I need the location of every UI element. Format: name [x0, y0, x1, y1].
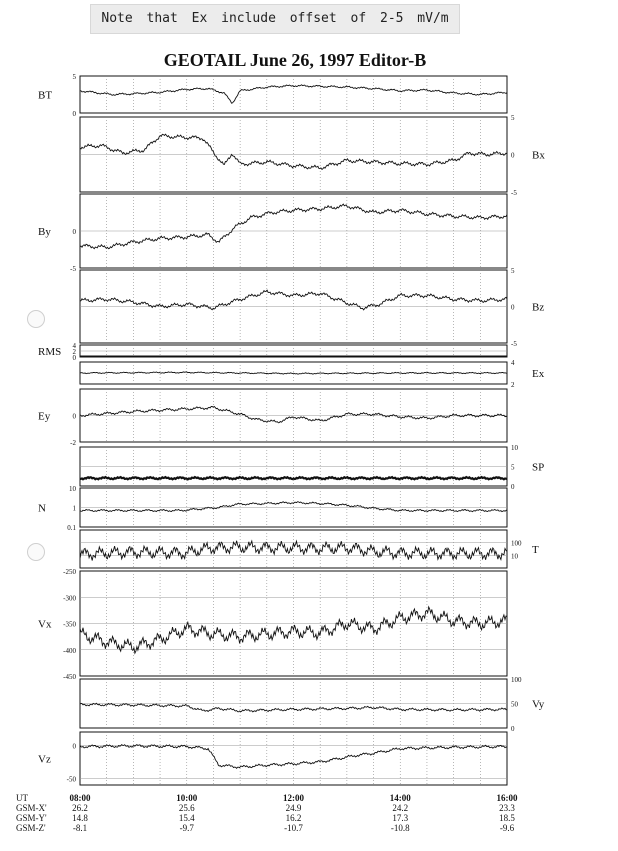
panel-label-bx: Bx	[532, 149, 545, 162]
orbit-row-label: UT	[16, 793, 28, 803]
x-tick-label: 10:00	[176, 793, 198, 803]
panel-label-by: By	[38, 226, 51, 238]
panel-label-rms: RMS	[38, 346, 62, 358]
series-ey	[80, 407, 507, 423]
panel-label-bz: Bz	[532, 301, 545, 314]
orbit-value: -10.8	[390, 823, 410, 833]
orbit-value: 23.3	[499, 803, 515, 813]
tick-label: 10	[69, 485, 76, 493]
panel-label-vz: Vz	[38, 753, 51, 766]
tick-label: 50	[511, 700, 518, 709]
tick-label: 4	[72, 342, 76, 350]
tick-label: -300	[63, 594, 76, 603]
tick-label: -2	[70, 439, 76, 447]
tick-label: -5	[511, 189, 517, 197]
offset-note: Note that Ex include offset of 2-5 mV/m	[90, 4, 460, 34]
tick-label: 2	[72, 348, 76, 356]
tick-label: 100	[511, 676, 522, 684]
tick-label: -250	[63, 568, 76, 576]
orbit-value: 14.8	[72, 813, 88, 823]
tick-label: 5	[72, 73, 76, 81]
tick-label: 1	[72, 504, 76, 513]
tick-label: 10	[511, 444, 518, 452]
orbit-row-label: GSM-Y'	[16, 813, 47, 823]
tick-label: 5	[511, 114, 515, 122]
x-tick-label: 12:00	[283, 793, 304, 803]
orbit-value: -8.1	[72, 823, 88, 833]
series-vy	[80, 703, 507, 712]
orbit-row-label: GSM-X'	[16, 803, 47, 813]
panel-label-sp: SP	[532, 461, 545, 474]
orbit-value: 24.2	[392, 803, 409, 813]
series-sp	[80, 477, 507, 479]
tick-label: -450	[63, 673, 76, 681]
tick-label: 5	[511, 267, 515, 275]
panel-label-n: N	[38, 502, 46, 515]
orbit-value: -10.7	[284, 823, 303, 833]
tick-label: -5	[70, 265, 76, 273]
x-tick-label: 16:00	[496, 793, 518, 803]
panel-label-vx: Vx	[38, 618, 52, 631]
tick-label: 0	[511, 725, 515, 733]
chart-title: GEOTAIL June 26, 1997 Editor-B	[163, 50, 427, 70]
panel-label-ey: Ey	[38, 410, 51, 423]
x-tick-label: 14:00	[389, 793, 411, 803]
tick-label: 2	[511, 381, 515, 389]
orbit-row-label: GSM-Z'	[16, 823, 46, 833]
orbit-value: 15.4	[178, 813, 195, 823]
tick-label: 0	[511, 303, 515, 312]
tick-label: 0	[72, 354, 76, 362]
tick-label: 0	[72, 228, 76, 236]
orbit-value: -9.6	[499, 823, 515, 833]
tick-label: 10	[511, 552, 518, 561]
orbit-value: 16.2	[285, 813, 302, 823]
orbit-value: 26.2	[72, 803, 88, 813]
tick-label: 0.1	[67, 524, 76, 532]
tick-label: -50	[66, 775, 76, 784]
series-bx	[80, 134, 507, 169]
tick-label: 100	[511, 539, 522, 548]
tick-label: -350	[63, 620, 76, 629]
panel-label-bt: BT	[38, 89, 53, 102]
tick-label: 4	[511, 359, 515, 367]
series-ex	[80, 372, 507, 374]
orbit-value: 17.3	[392, 813, 409, 823]
orbit-value: -9.7	[179, 823, 194, 833]
panel-label-ex: Ex	[532, 368, 545, 380]
orbit-value: 18.5	[499, 813, 515, 823]
x-tick-label: 08:00	[69, 793, 91, 803]
orbit-value: 24.9	[285, 803, 302, 813]
panel-label-vy: Vy	[532, 698, 545, 711]
panel-label-t: T	[532, 544, 539, 556]
tick-label: 0	[72, 412, 76, 421]
tick-label: -400	[63, 646, 76, 655]
orbit-value: 25.6	[178, 803, 195, 813]
tick-label: 0	[511, 151, 515, 160]
tick-label: 0	[72, 742, 76, 751]
tick-label: 0	[72, 110, 76, 118]
tick-label: 5	[511, 463, 515, 472]
tick-label: 0	[511, 483, 515, 491]
tick-label: -5	[511, 340, 517, 348]
